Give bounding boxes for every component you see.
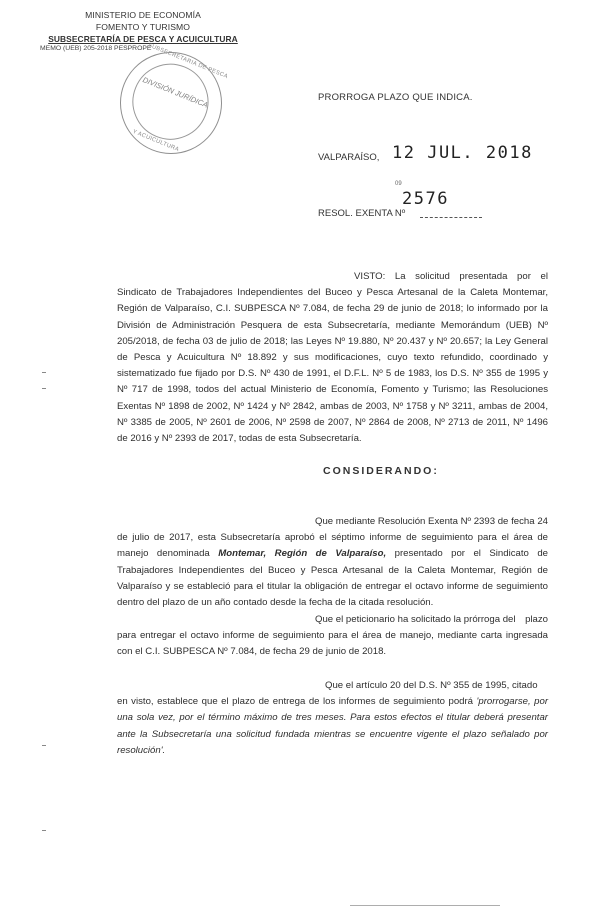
ministry-division: FOMENTO Y TURISMO [95, 22, 191, 32]
subsecretaria-label: SUBSECRETARÍA DE PESCA Y ACUICULTURA [48, 34, 238, 44]
resolution-number: 2576 [402, 189, 449, 209]
date-stamp: 12 JUL. 2018 [392, 143, 533, 163]
ministry-name: MINISTERIO DE ECONOMÍA [85, 10, 201, 20]
resolution-label: RESOL. EXENTA Nº [318, 208, 406, 219]
considerando-title: CONSIDERANDO: [323, 465, 439, 477]
place-label: VALPARAÍSO, [318, 152, 380, 163]
margin-tick [42, 372, 46, 373]
c3-lead: Que el artículo 20 del D.S. Nº 355 de 1995, citado [325, 680, 538, 691]
considerando-paragraph-3 [117, 678, 548, 759]
resolution-underline [420, 217, 482, 218]
division-stamp [105, 37, 238, 170]
stamp-ring-top: SUBSECRETARIA DE PESCA [146, 42, 229, 81]
visto-text: La solicitud presentada por el Sindicato de Trabajadores Independientes del Buceo y Pesca Artesanal de la Caleta Montemar, Región de Valparaíso, C.I. SUBPESCA Nº 7.084, de fecha 29 de junio de 2018; lo informado por la División de Administración Pesquera de esta Subsecretaría, mediante Memorándum (UEB) Nº 205/2018, de fecha 03 de julio de 2018; las Leyes Nº 19.880, Nº 20.437 y Nº 20.657; la Ley General de Pesca y Acuicultura Nº 18.892 y sus modificaciones, cuyo texto refundido, coordinado y sistematizado fue fijado por D.S. Nº 430 de 1991, el D.F.L. Nº 5 de 1983, los D.S. Nº 355 de 1995 y Nº 717 de 1998, todos del actual Ministerio de Economía, Fomento y Turismo; las Resoluciones Exentas Nº 1898 de 2002, Nº 1424 y Nº 2842, ambas de 2003, Nº 1758 y Nº 3211, ambas de 2004, Nº 3385 de 2005, Nº 2601 de 2006, Nº 2598 de 2007, Nº 2864 de 2008, Nº 2713 de 2011, Nº 1496 de 2016 y Nº 2393 de 2017, todas de esta Subsecretaría. [117, 271, 548, 445]
footer-line [350, 905, 500, 906]
memo-reference: MEMO (UEB) 205-2018 PESPROPE [40, 45, 152, 52]
stamp-center: DIVISIÓN JURÍDICA [141, 75, 210, 110]
c2-lead: Que el peticionario ha solicitado la prórroga del [315, 614, 516, 625]
visto-label: VISTO: [354, 271, 386, 282]
c1-text: fecha 24 de julio de 2017, esta Subsecretaría aprobó el séptimo informe de seguimiento para el área de manejo denominada [117, 516, 549, 560]
resolution-mark: 09 [395, 181, 402, 187]
c2-text: plazo para entregar el octavo informe de seguimiento para el área de manejo, mediante carta ingresada con el C.I. SUBPESCA Nº 7.084, de fecha 29 de junio de 2018. [117, 614, 548, 658]
c1-area-name: Montemar, Región de Valparaíso, [218, 548, 387, 560]
considerando-paragraph-1 [117, 514, 548, 611]
c3-text: en visto, establece que el plazo de entrega de los informes de seguimiento podrá [117, 696, 474, 708]
margin-tick [42, 830, 46, 831]
margin-tick [42, 388, 46, 389]
c1-lead: Que mediante Resolución Exenta Nº 2393 de [315, 516, 509, 527]
document-subject: PRORROGA PLAZO QUE INDICA. [318, 92, 473, 103]
c1-rest: presentado por el Sindicato de Trabajadores Independientes del Buceo y Pesca Artesanal de la Caleta Montemar, Región de Valparaíso y se estableció para el titular la obligación de entregar el octavo informe de seguimiento dentro del plazo de un año contado desde la fecha de la citada resolución. [117, 548, 549, 609]
considerando-paragraph-2 [117, 612, 548, 661]
visto-paragraph [117, 269, 548, 447]
margin-tick [42, 745, 46, 746]
stamp-ring-bottom: Y ACUICULTURA [131, 128, 180, 154]
c3-quote: 'prorrogarse, por una sola vez, por el término máximo de tres meses. Para estos efectos el titular deberá presentar ante la Subsecretaría una solicitud fundada mientras se encuentre vigente el plazo señalado por resolución'. [117, 696, 549, 756]
